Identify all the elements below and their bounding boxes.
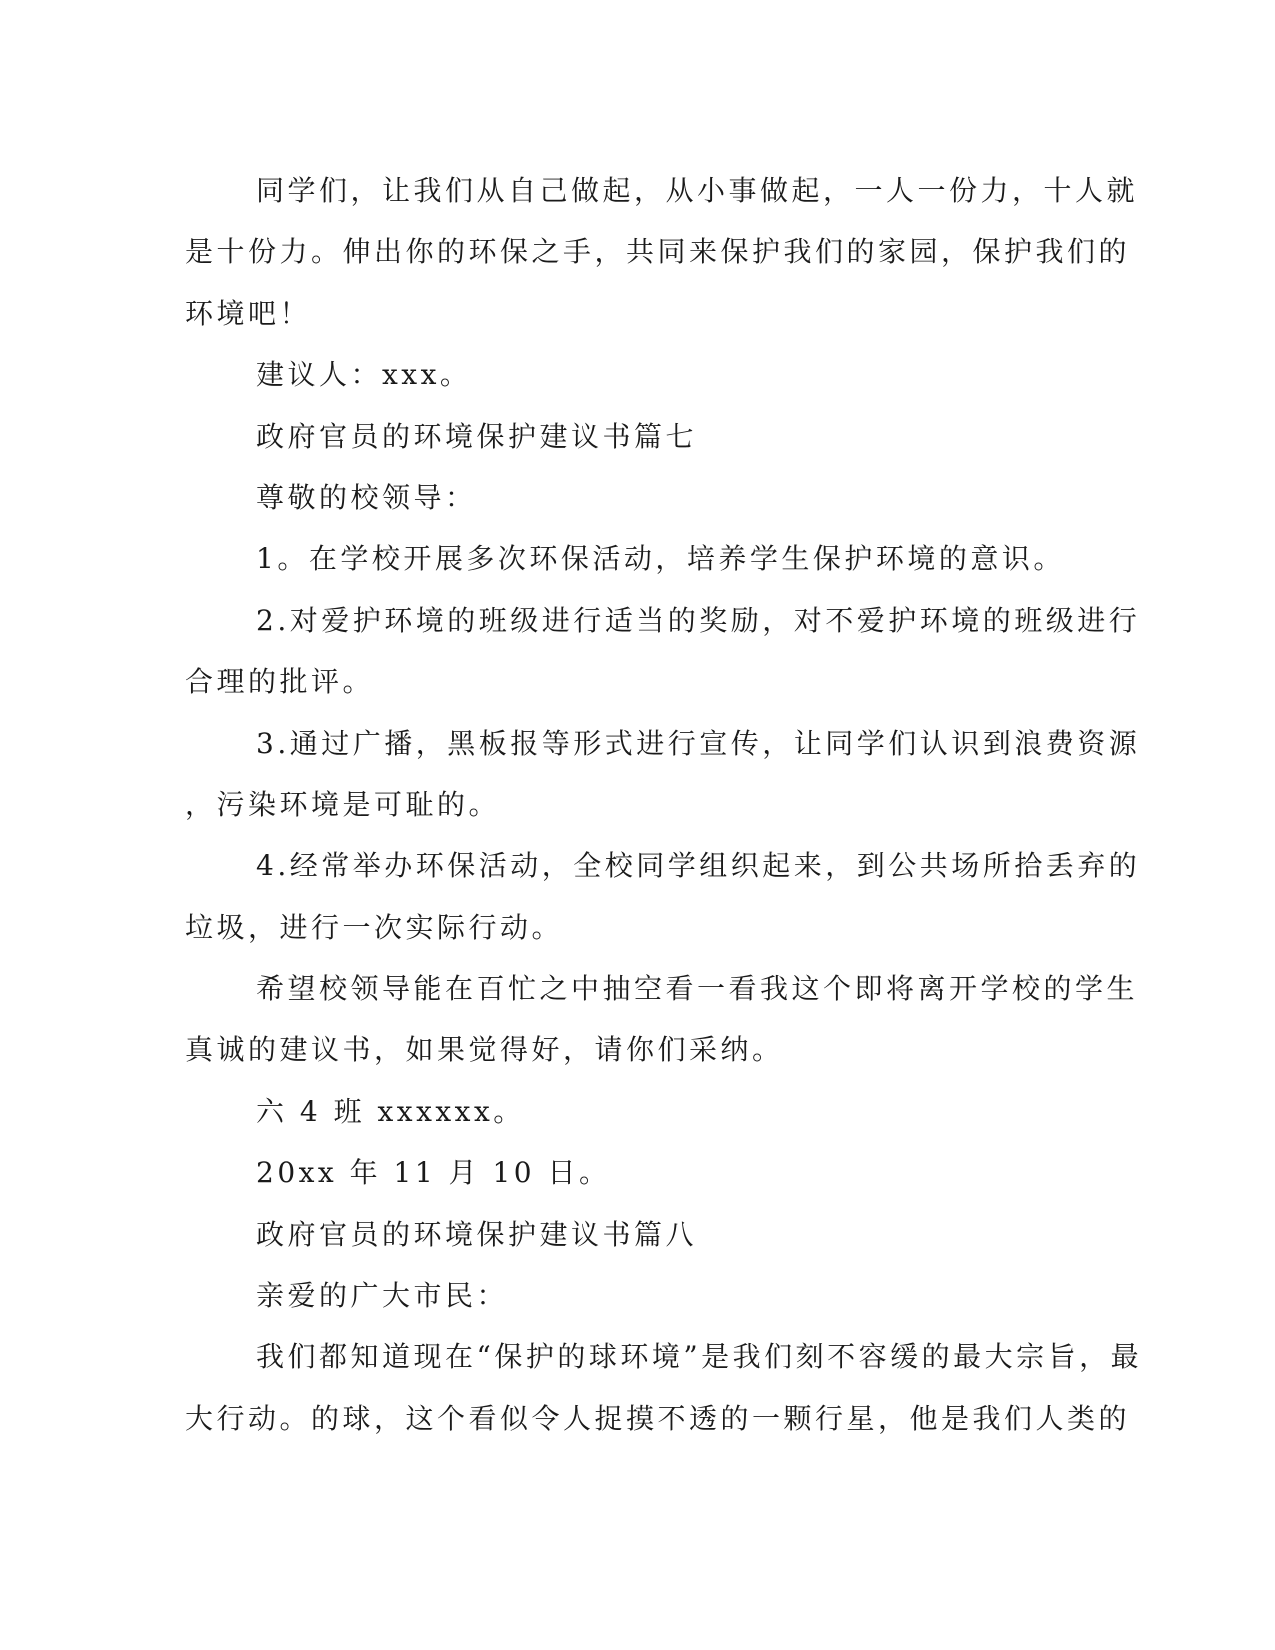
paragraph-line: 是十份力。伸出你的环保之手，共同来保护我们的家园，保护我们的 [185, 235, 1131, 269]
document-body [185, 160, 1143, 1449]
list-item: 3.通过广播，黑板报等形式进行宣传，让同学们认识到浪费资源 [256, 726, 1141, 760]
section-heading: 政府官员的环境保护建议书篇八 [256, 1217, 698, 1251]
list-item: 2.对爱护环境的班级进行适当的奖励，对不爱护环境的班级进行 [256, 603, 1141, 637]
paragraph-line: 大行动。的球，这个看似令人捉摸不透的一颗行星，他是我们人类的 [185, 1401, 1131, 1435]
date-line: 20xx 年 11 月 10 日。 [256, 1156, 611, 1190]
section-heading: 政府官员的环境保护建议书篇七 [256, 419, 698, 453]
list-item-continuation: 垃圾，进行一次实际行动。 [185, 910, 564, 944]
paragraph-line: 希望校领导能在百忙之中抽空看一看我这个即将离开学校的学生 [256, 972, 1139, 1006]
list-item-continuation: 合理的批评。 [185, 665, 375, 699]
list-item-continuation: ，污染环境是可耻的。 [185, 787, 501, 821]
signature-line: 建议人：xxx。 [256, 358, 472, 392]
paragraph-line: 环境吧！ [185, 296, 312, 330]
paragraph-line: 同学们，让我们从自己做起，从小事做起，一人一份力，十人就 [256, 174, 1139, 207]
paragraph-line: 我们都知道现在“保护的球环境”是我们刻不容缓的最大宗旨，最 [256, 1340, 1143, 1374]
salutation: 尊敬的校领导： [256, 480, 477, 514]
salutation: 亲爱的广大市民： [256, 1279, 509, 1313]
signature-line: 六 4 班 xxxxxx。 [256, 1094, 525, 1128]
list-item: 4.经常举办环保活动，全校同学组织起来，到公共场所拾丢弃的 [256, 849, 1141, 883]
paragraph-line: 真诚的建议书，如果觉得好，请你们采纳。 [185, 1033, 784, 1067]
list-item: 1。在学校开展多次环保活动，培养学生保护环境的意识。 [256, 542, 1065, 576]
